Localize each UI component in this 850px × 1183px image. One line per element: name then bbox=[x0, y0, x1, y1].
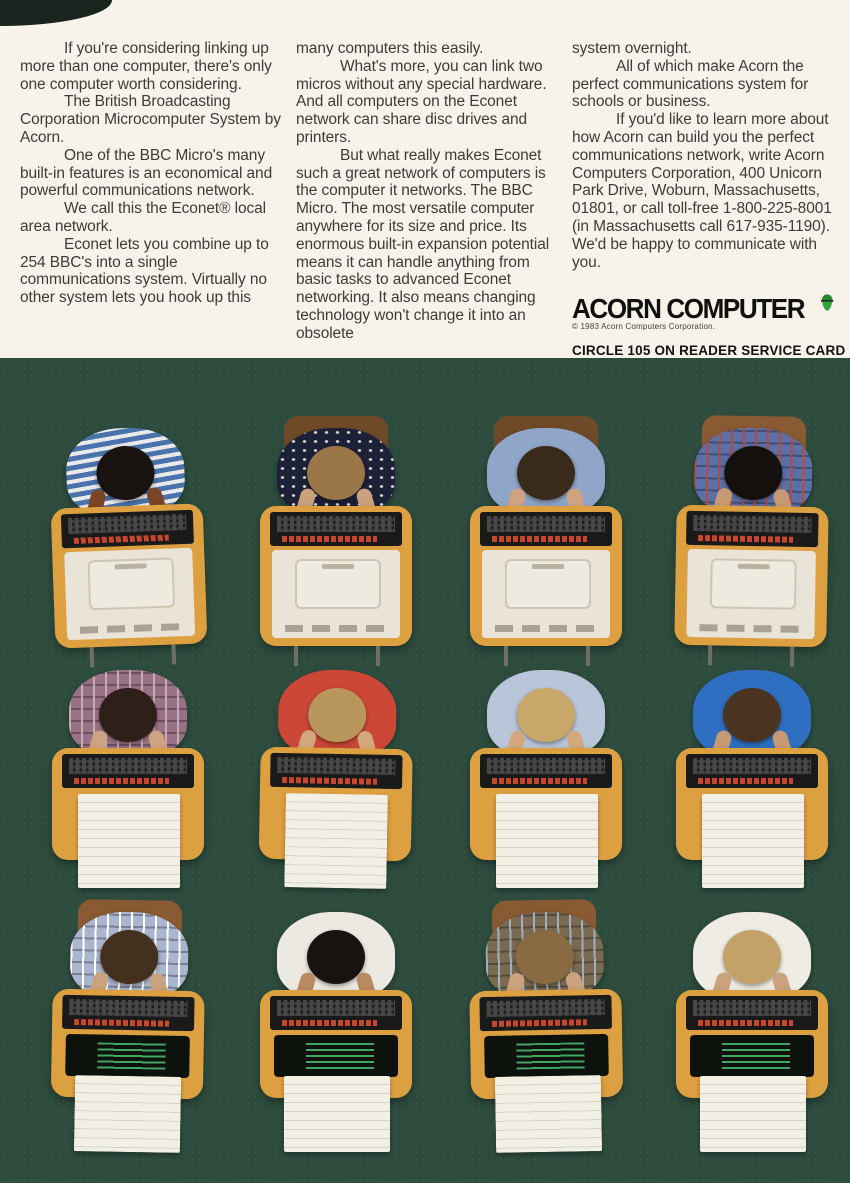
case-lid bbox=[710, 558, 797, 609]
keyboard bbox=[62, 995, 195, 1031]
case-vents bbox=[285, 625, 387, 632]
article-text bbox=[0, 0, 850, 360]
desk-station bbox=[438, 898, 655, 1162]
screen-text bbox=[306, 1043, 374, 1069]
keyboard bbox=[270, 996, 402, 1030]
body-paragraph: If you'd like to learn more about how Acorn can build you the perfect communications network, write Acorn Computers Corporation, 400 Unicorn Park Drive, Woburn, Massachusetts, 01801, or call toll-free 1-800-225-8001 (in Massachusetts call 617-935-1190). We'd be happy to communicate with you. bbox=[572, 111, 832, 271]
paper-sheet bbox=[284, 793, 388, 889]
body-paragraph: But what really makes Econet such a great network of computers is the computer it networks. The BBC Micro. The most versatile computer anywhere for its size and price. Its enormous built-in expansion potential means it can handle anything from basic tasks to advanced Econet networking. It also means changing technology won't change it into an obsolete bbox=[296, 146, 550, 342]
desk-station bbox=[440, 416, 652, 676]
screen-text bbox=[722, 1043, 790, 1069]
keyboard bbox=[686, 754, 818, 788]
body-paragraph: One of the BBC Micro's many built-in features is an economical and powerful communications network. bbox=[20, 146, 273, 200]
body-paragraph: If you're considering linking up more than one computer, there's only one computer worth considering. bbox=[20, 40, 272, 93]
body-paragraph: All of which make Acorn the perfect communications system for schools or business. bbox=[572, 57, 809, 111]
keyboard bbox=[61, 510, 194, 549]
monitor-screen bbox=[690, 1035, 814, 1077]
function-keys bbox=[74, 1019, 169, 1027]
brand-block bbox=[572, 281, 846, 360]
function-keys bbox=[492, 778, 587, 784]
text-column-3-paragraphs bbox=[572, 40, 834, 271]
desk-station bbox=[230, 900, 442, 1160]
keyboard bbox=[480, 512, 612, 546]
paper-sheet bbox=[74, 1075, 181, 1153]
function-keys bbox=[74, 535, 169, 544]
function-keys bbox=[492, 1019, 587, 1027]
screen-text bbox=[98, 1042, 167, 1069]
paper-sheet bbox=[496, 794, 598, 888]
body-paragraph: Econet lets you combine up to 254 BBC's into a single communications system. Virtually no other system lets you hook up this bbox=[20, 235, 269, 307]
function-keys bbox=[282, 536, 377, 542]
function-keys bbox=[698, 1020, 793, 1026]
paper-sheet bbox=[284, 1076, 390, 1152]
desk-station bbox=[22, 658, 234, 918]
classroom-photo bbox=[0, 358, 850, 1183]
paper-sheet bbox=[495, 1075, 602, 1153]
desk bbox=[51, 503, 208, 648]
screen-text bbox=[516, 1042, 585, 1069]
body-paragraph: We call this the Econet® local area network. bbox=[20, 200, 266, 235]
text-column-1 bbox=[20, 40, 282, 360]
desk-station bbox=[646, 658, 850, 918]
function-keys bbox=[698, 535, 793, 543]
function-keys bbox=[698, 778, 793, 784]
function-keys bbox=[282, 1020, 377, 1026]
body-paragraph: What's more, you can link two micros without any special hardware. And all computers on the Econet network can share disc drives and printers. bbox=[296, 57, 547, 146]
case-vents bbox=[80, 623, 183, 634]
text-column-2 bbox=[296, 40, 558, 360]
keyboard bbox=[686, 996, 818, 1030]
case-lid bbox=[88, 557, 176, 610]
case-vents bbox=[699, 624, 801, 633]
case-vents bbox=[495, 625, 597, 632]
keyboard bbox=[62, 754, 194, 788]
function-keys bbox=[74, 778, 169, 784]
desk-station bbox=[228, 656, 445, 920]
text-column-3 bbox=[572, 40, 846, 360]
desk bbox=[674, 505, 828, 648]
monitor-screen bbox=[274, 1035, 398, 1077]
desk bbox=[260, 506, 412, 646]
monitor-screen bbox=[65, 1034, 190, 1078]
copyright-line: © 1983 Acorn Computers Corporation. bbox=[572, 322, 716, 332]
keyboard bbox=[270, 512, 402, 546]
body-paragraph: many computers this easily. bbox=[296, 40, 484, 57]
desk-station bbox=[440, 658, 652, 918]
paper-sheet bbox=[702, 794, 804, 888]
reader-service-line: CIRCLE 105 ON READER SERVICE CARD bbox=[572, 343, 846, 359]
case-lid bbox=[295, 559, 381, 609]
function-keys bbox=[282, 777, 377, 785]
acorn-icon bbox=[820, 281, 834, 325]
monitor-screen bbox=[484, 1034, 609, 1078]
computer-case bbox=[272, 550, 400, 638]
function-keys bbox=[492, 536, 587, 542]
acorn-computer-logo-text: ACORN COMPUTER bbox=[572, 292, 805, 324]
desk-station bbox=[644, 414, 850, 678]
keyboard bbox=[479, 995, 612, 1031]
body-paragraph: system overnight. bbox=[572, 40, 692, 57]
paper-sheet bbox=[700, 1076, 806, 1152]
desk bbox=[470, 506, 622, 646]
acorn-logo bbox=[572, 281, 834, 324]
computer-case bbox=[482, 550, 610, 638]
desk-station bbox=[20, 898, 237, 1162]
desk-station bbox=[18, 412, 239, 679]
body-paragraph: The British Broadcasting Corporation Microcomputer System by Acorn. bbox=[20, 93, 281, 146]
computer-case bbox=[686, 549, 816, 639]
keyboard bbox=[270, 753, 403, 789]
computer-case bbox=[64, 548, 195, 640]
keyboard bbox=[686, 511, 819, 547]
desk-station bbox=[646, 900, 850, 1160]
case-lid bbox=[505, 559, 591, 609]
paper-sheet bbox=[78, 794, 180, 888]
desk-station bbox=[230, 416, 442, 676]
keyboard bbox=[480, 754, 612, 788]
